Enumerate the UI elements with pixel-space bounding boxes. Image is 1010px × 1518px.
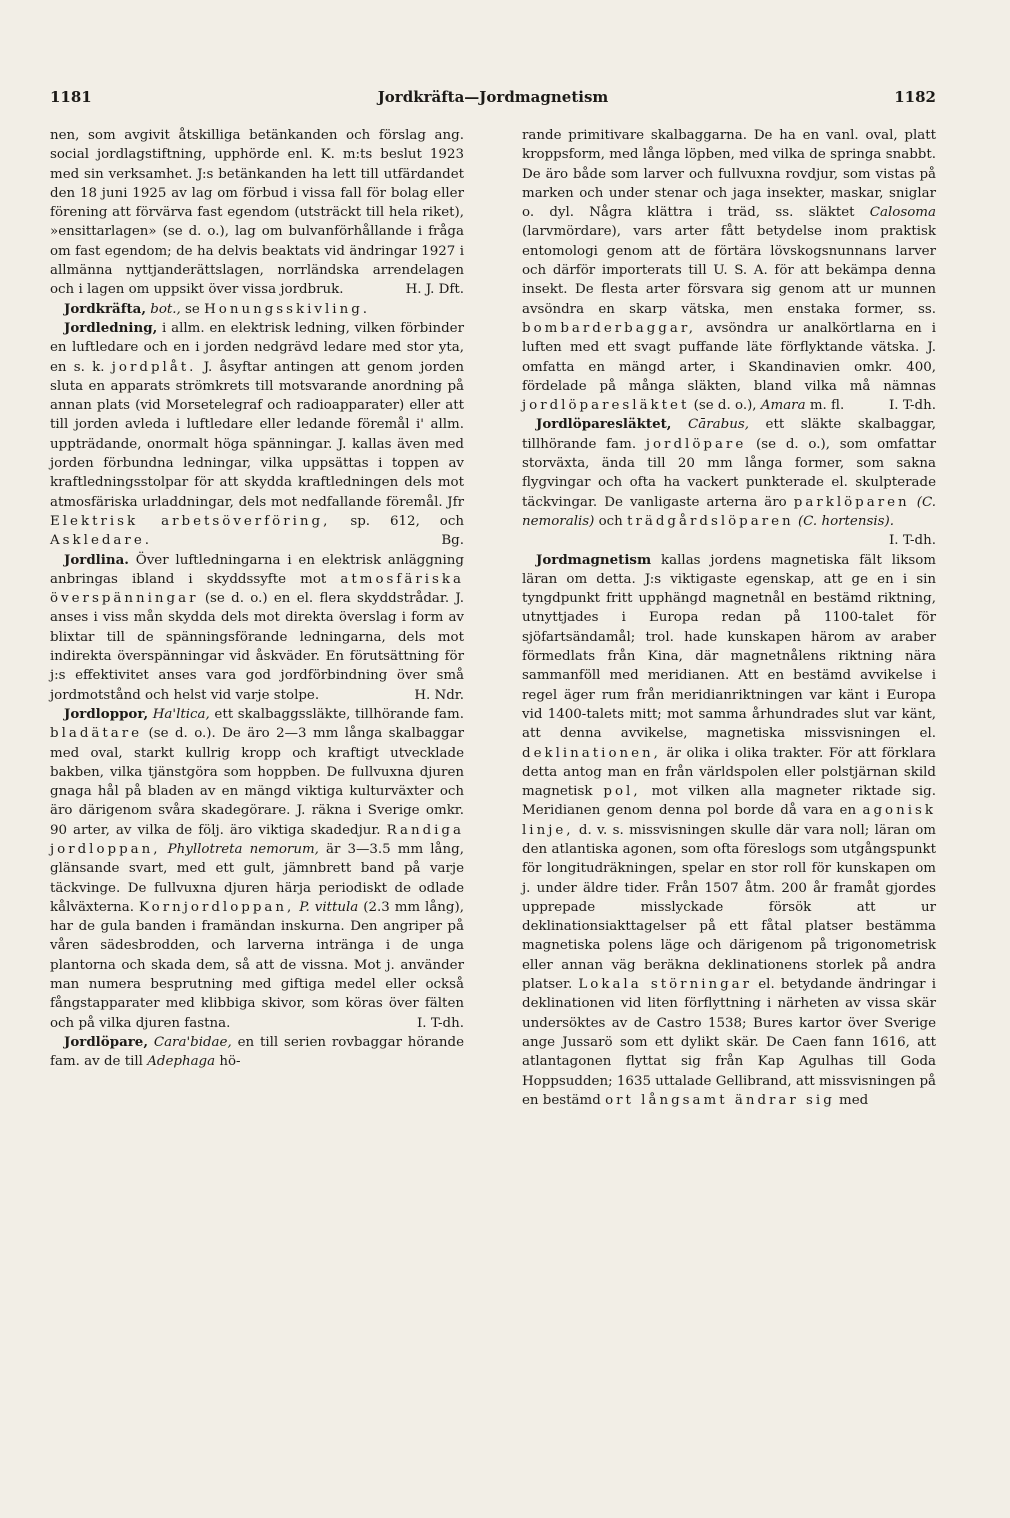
entry-jordmagnetism: Jordmagnetism kallas jordens magnetiska fält liksom läran om detta. J:s viktigaste egenskap, att ge en i sin tyngdpunkt fritt upphängd magnetnål en bestämd riktning, utnyttjades i Europa redan på 1100-talet för sjöfartsändamål; trol. hade kunskapen härom av araber förmedlats från Kina, där magnetnålens riktning nära sammanföll med meridianen. Att en bestämd avvikelse i regel äger rum från meridianriktningen var känt i Europa vid 1400-talets mitt; mot samma århundrades slut var känt, att denna avvikelse, magnetiska missvisningen el. deklinationen, är olika i olika trakter. För att förklara detta antog man en från världspolen eller polstjärnan skild magnetisk pol, mot vilken alla magneter riktade sig. Meridianen genom denna pol borde då vara en agonisk linje, d. v. s. missvisningen skulle där vara noll; läran om den atlantiska agonen, som ofta föreslogs som utgångspunkt för longitudräkningen, spelar en stor roll för kunskapen om j. under äldre tider. Från 1507 åtm. 200 år framåt gjordes upprepade misslyckade försök att ur deklinationsiakttagelser på ett fåtal platser bestämma magnetiska polens läge och därigenom på trigonometrisk eller annan väg beräkna deklinationens storlek på andra platser. Lokala störningar el. betydande ändringar i deklinationen vid liten förflyttning i närheten av vissa skär undersöktes av de Castro 1538; Bures kartor över Sverige ange Jussarö som ett dylikt skär. De Caen fann 1616, att atlantagonen flyttat sig från Kap Agulhas till Goda Hoppsudden; 1635 uttalade Gellibrand, att missvisningen på en bestämd ort långsamt ändrar sig med <box>522 551 937 1108</box>
entry-jordlopare: Jordlöpare, Cara'bidae, en till serien rovbaggar hörande fam. av de till Adephaga hö- <box>50 1033 464 1070</box>
entry-jordlopare-continued: rande primitivare skalbaggarna. De ha en vanl. oval, platt kroppsform, med långa löpben, med vilka de springa snabbt. De äro både som larver och fullvuxna rovdjur, som vistas på marken och under stenar och jaga insekter, maskar, sniglar o. dyl. Några klättra i träd, ss. släktet Calosoma (larvmördare), vars arter fått betydelse inom praktisk entomologi genom att de förtära lövskogsnunnans larver och därför importerats till U. S. A. för att bekämpa denna insekt. De flesta arter försvara sig genom att ur munnen avsöndra en skarp vätska, men enstaka former, ss. bombarderbaggar, avsöndra ur analkörtlarna en i luften med ett svagt puffande läte förflyktande vätska. J. omfatta en mängd arter, i Skandinavien omkr. 400, fördelade på många släkten, bland vilka må nämnas jordlöparesläktet (se d. o.), Amara m. fl. I. T-dh. <box>522 126 936 415</box>
entry-headword: Jordledning, <box>64 319 158 336</box>
cross-reference: Askledare. <box>50 533 153 549</box>
page-number-left: 1181 <box>50 88 92 106</box>
entry-jordledning: Jordledning, i allm. en elektrisk ledning, vilken förbinder en luftledare och en i jorden nedgrävd ledare med stor yta, en s. k. jordplåt. J. åsyftar antingen att genom jorden sluta en apparats strömkrets till motsvarande anordning på annan plats (vid Morsetelegraf och radioapparater) eller att till jorden avleda i luftledare eller ledande föremål i' allm. uppträdande, onormalt höga spänningar. J. kallas även med jorden förbundna ledningar, vilka uppsättas i toppen av kraftledningsstolpar för att skydda kraftledningen dels mot atmosfäriska urladdningar, dels mot nedfallande föremål. Jfr Elektrisk arbetsöverföring, sp. 612, och Askledare. Bg. <box>50 319 464 551</box>
author-signature: Bg. <box>441 533 464 549</box>
cross-reference: bladätare <box>50 726 143 742</box>
cross-reference: atmosfäriska överspänningar <box>50 571 464 607</box>
entry-headword: Jordlöparesläktet, <box>536 416 672 433</box>
entry-headword: Jordlöpare, <box>64 1033 148 1050</box>
page-number-right: 1182 <box>894 88 936 106</box>
author-signature: I. T-dh. <box>417 1015 464 1031</box>
running-title: Jordkräfta—Jordmagnetism <box>377 88 609 106</box>
right-column <box>522 126 936 1110</box>
cross-reference: jordplåt. <box>111 359 197 375</box>
author-signature: I. T-dh. <box>889 533 936 549</box>
author-signature: H. Ndr. <box>414 687 464 703</box>
entry-headword: Jordmagnetism <box>536 551 652 568</box>
cross-reference: jordlöpare <box>645 436 747 452</box>
left-column <box>50 126 464 1110</box>
entry-headword: Jordloppor, <box>64 705 149 722</box>
entry-headword: Jordlina. <box>64 551 129 568</box>
page-header <box>50 88 936 110</box>
cross-reference: Elektrisk arbetsöverföring, <box>50 513 331 529</box>
cross-reference: Honungsskivling. <box>204 301 371 317</box>
entry-jordloppor: Jordloppor, Ha'ltica, ett skalbaggssläkte, tillhörande fam. bladätare (se d. o.). De äro 2—3 mm långa skalbaggar med oval, starkt kullrig kropp och kraftigt utvecklade bakben, vilka tjänstgöra som hoppben. De fullvuxna djuren gnaga hål på bladen av en mängd viktiga kulturväxter och äro därigenom svåra skadegörare. J. räkna i Sverige omkr. 90 arter, av vilka de följ. äro viktiga skadedjur. Randiga jordloppan, Phyllotreta nemorum, är 3—3.5 mm lång, glänsande svart, med ett gult, jämnbrett band på varje täckvinge. De fullvuxna djuren härja periodiskt de odlade kålväxterna. Kornjordloppan, P. vittula (2.3 mm lång), har de gula banden i framändan inskurna. Den angriper på våren sädesbrodden, och larverna intränga i de unga plantorna och skada dem, så att de vissna. Mot j. använder man numera besprutning med giftiga medel eller också fångstapparater med klibbiga skivor, som köras över fälten och på vilka djuren fastna. I. T-dh. <box>50 705 464 1033</box>
entry-headword: Jordkräfta, <box>64 300 146 317</box>
text-columns <box>50 126 936 1110</box>
cross-reference: jordlöparesläktet <box>522 398 690 414</box>
entry-jordlopareslaktet: Jordlöparesläktet, Cārabus, ett släkte skalbaggar, tillhörande fam. jordlöpare (se d. o.), som omfattar storväxta, ända till 20 mm långa former, som sakna flygvingar och ofta ha vackert punkterade el. skulpterade täckvingar. De vanligaste arterna äro parklöparen (C. nemoralis) och trädgårdslöparen (C. hortensis). I. T-dh. <box>522 415 936 550</box>
entry-continuation: nen, som avgivit åtskilliga betänkanden och förslag ang. social jordlagstiftning, upphörde enl. K. m:ts beslut 1923 med sin verksamhet. J:s betänkanden ha lett till utfärdandet den 18 juni 1925 av lag om förbud i vissa fall för bolag eller förening att förvärva fast egendom (utsträckt till hela riket), »ensittarlagen» (se d. o.), lag om bulvanförhållande i fråga om fast egendom; de ha delvis beaktats vid ändringar 1927 i allmänna nyttjanderättslagen, norrländska arrendelagen och i lagen om uppsikt över vissa jordbruk. H. J. Dft. <box>50 126 464 300</box>
author-signature: H. J. Dft. <box>405 282 464 298</box>
entry-jordlina: Jordlina. Över luftledningarna i en elektrisk anläggning anbringas ibland i skyddssyfte mot atmosfäriska överspänningar (se d. o.) en el. flera skyddstrådar. J. anses i viss mån skydda dels mot direkta överslag i form av blixtar till de spänningsförande ledningarna, dels mot indirekta överspänningar vid åskväder. En förutsättning för j:s effektivitet anses vara god jordförbindning över små jordmotstånd och helst vid varje stolpe. H. Ndr. <box>50 551 464 705</box>
entry-jordkrafta: Jordkräfta, bot., se Honungsskivling. <box>64 300 371 317</box>
author-signature: I. T-dh. <box>889 398 936 414</box>
